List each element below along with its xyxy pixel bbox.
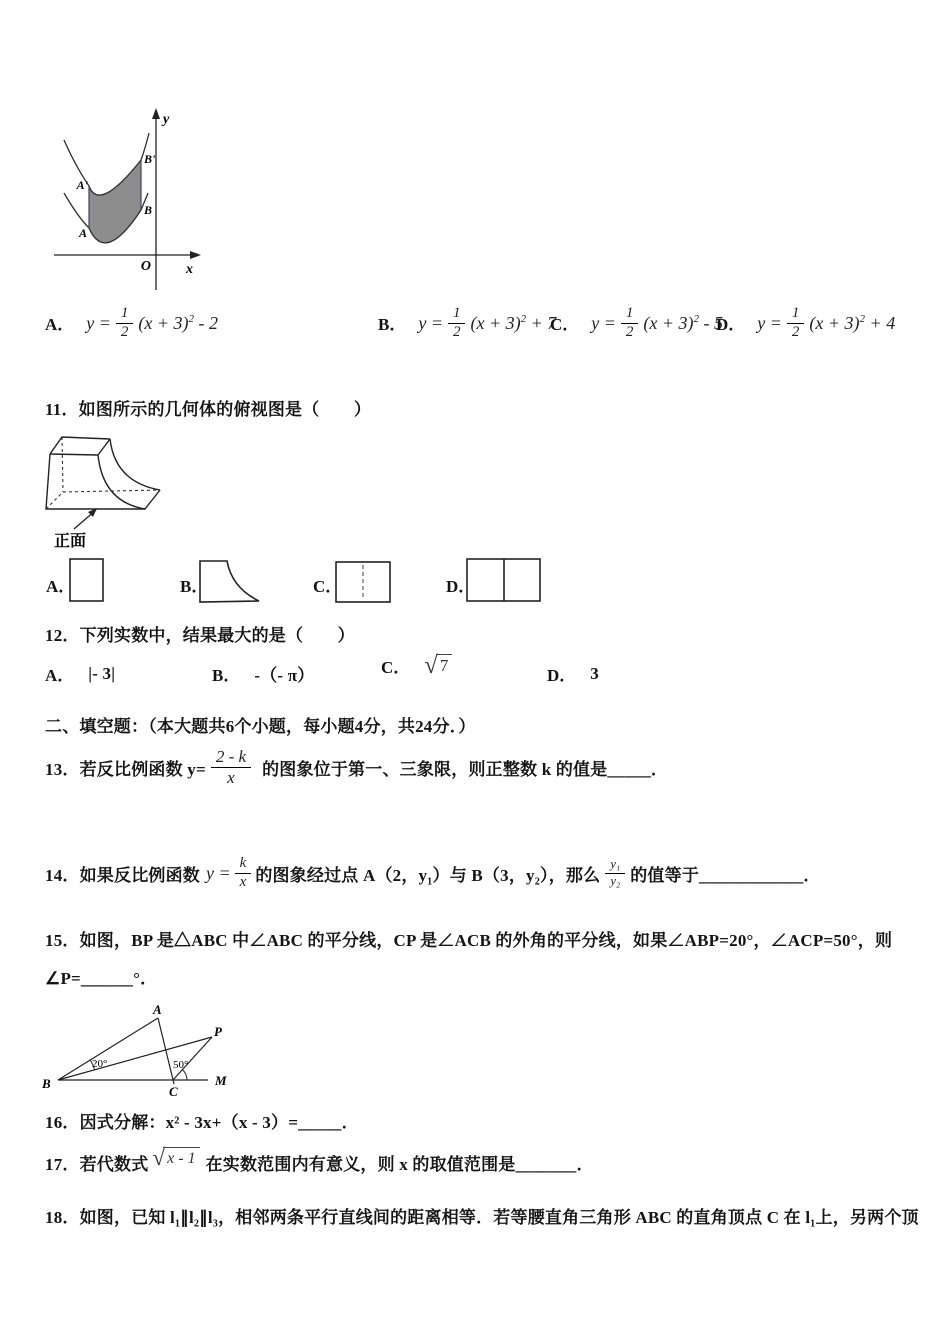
q12-option-c-letter: C． xyxy=(381,658,411,677)
point-b-prime-label: B' xyxy=(144,152,156,166)
origin-label: O xyxy=(140,259,151,274)
q10-option-b xyxy=(378,306,556,341)
q12-option-c-value xyxy=(424,651,452,679)
q12-option-a-letter: A． xyxy=(45,666,75,685)
question-15-line2: ∠P=______°． xyxy=(45,969,158,988)
segment-BA xyxy=(58,1018,158,1080)
angle-20-label: 20° xyxy=(92,1058,108,1070)
q12-option-d xyxy=(547,661,599,686)
q17-radical xyxy=(152,1144,199,1171)
question-11-text: 11．如图所示的几何体的俯视图是（ ） xyxy=(45,400,372,419)
q12-option-a xyxy=(45,661,115,686)
frac-num: 1 xyxy=(448,306,466,324)
q11-option-a-shape xyxy=(69,558,105,603)
radicand: x - 1 xyxy=(163,1147,199,1168)
q10-option-d xyxy=(716,306,895,341)
q12-option-a-value: |- 3| xyxy=(88,663,116,683)
formula-body: (x + 3) xyxy=(470,312,521,333)
question-18-text: 18．如图，已知 l₁∥l₂∥l₃，相邻两条平行直线间的距离相等．若等腰直角三角形 ABC 的直角顶点 C 在 l₁上，另两个顶 xyxy=(45,1208,919,1227)
q14-prefix: 14．如果反比例函数 xyxy=(45,865,200,885)
formula-tail: - 5 xyxy=(699,312,724,333)
q13-suffix: 的图象位于第一、三象限，则正整数 k 的值是_____． xyxy=(262,759,669,779)
q14-fn-fraction xyxy=(235,856,252,891)
formula-lead: y = xyxy=(418,312,443,333)
q14-mid: 的图象经过点 A（2，y₁）与 B（3，y₂），那么 xyxy=(255,865,601,885)
solid-top-face xyxy=(50,437,110,455)
frac-num: 1 xyxy=(787,306,805,324)
q10-option-d-letter: D． xyxy=(716,314,746,334)
q13-fraction xyxy=(211,748,251,787)
point-B-label: B xyxy=(42,1076,51,1091)
q11-option-a-letter: A． xyxy=(46,577,76,596)
formula-exp: 2 xyxy=(188,312,195,325)
question-12-text: 12．下列实数中，结果最大的是（ ） xyxy=(45,626,355,645)
q10-option-d-formula xyxy=(757,306,895,341)
formula-exp: 2 xyxy=(859,312,866,325)
q14-suffix: 的值等于____________． xyxy=(630,865,821,885)
triangle-figure xyxy=(40,1000,240,1100)
formula-tail: + 7 xyxy=(526,312,557,333)
frac-num: 1 xyxy=(116,306,134,324)
solid-figure xyxy=(40,427,175,552)
point-a-label: A xyxy=(78,226,87,240)
q11-option-b-letter: B． xyxy=(180,577,209,596)
radicand: 7 xyxy=(436,654,453,676)
q12-option-b-value: -（- π） xyxy=(254,666,315,685)
segment-BP xyxy=(58,1037,212,1080)
formula-exp: 2 xyxy=(520,312,527,325)
section-2-header: 二、填空题：（本大题共6个小题，每小题4分，共24分．） xyxy=(45,717,476,736)
question-17 xyxy=(45,1138,594,1186)
point-P-label: P xyxy=(214,1024,222,1039)
formula-lead: y = xyxy=(86,312,111,333)
point-b-label: B xyxy=(144,203,153,217)
frac-den: 2 xyxy=(120,323,129,340)
q14-fn-lead: y = xyxy=(206,862,231,883)
q10-option-c-letter: C． xyxy=(550,314,580,334)
q10-option-c xyxy=(550,306,723,341)
x-axis-arrow xyxy=(190,251,201,259)
q10-option-a xyxy=(45,306,218,341)
q11-option-c-shape xyxy=(335,561,391,603)
q11-option-d-letter: D． xyxy=(446,577,476,596)
formula-lead: y = xyxy=(757,312,782,333)
front-face-label: 正面 xyxy=(54,533,87,550)
q14-ratio-fraction xyxy=(605,858,625,887)
q13-prefix: 13．若反比例函数 y= xyxy=(45,759,206,779)
q11-option-d-shape xyxy=(466,558,542,603)
q12-option-d-value: 3 xyxy=(590,663,599,683)
frac-num: 2 - k xyxy=(211,748,251,768)
parabola-figure xyxy=(52,105,202,295)
frac-den: 2 xyxy=(452,323,461,340)
frac-den: x xyxy=(239,873,247,890)
q11-option-b-shape xyxy=(199,560,261,604)
point-M-label: M xyxy=(215,1073,227,1088)
q10-option-a-formula xyxy=(86,306,218,341)
frac-den: 2 xyxy=(625,323,634,340)
shaded-region xyxy=(89,160,141,243)
frac-num: k xyxy=(235,856,252,874)
q12-option-b-letter: B． xyxy=(212,666,241,685)
formula-body: (x + 3) xyxy=(809,312,860,333)
q10-option-a-letter: A． xyxy=(45,314,75,334)
q12-option-c xyxy=(381,653,452,678)
q10-option-c-formula xyxy=(591,306,723,341)
q11-option-c-letter: C． xyxy=(313,577,343,596)
solid-back-curve xyxy=(110,439,160,490)
point-a-prime-label: A' xyxy=(76,178,88,192)
q10-option-b-letter: B． xyxy=(378,314,407,334)
y-axis-label: y xyxy=(163,112,170,127)
question-16-text: 16．因式分解：x² - 3x+（x - 3）=_____． xyxy=(45,1113,359,1132)
formula-tail: + 4 xyxy=(865,312,896,333)
frac-num: 1 xyxy=(621,306,639,324)
frac-den: 2 xyxy=(791,323,800,340)
q17-suffix: 在实数范围内有意义，则 x 的取值范围是_______． xyxy=(205,1154,594,1174)
question-13 xyxy=(45,740,668,794)
question-15-line1: 15．如图，BP 是△ABC 中∠ABC 的平分线，CP 是∠ACB 的外角的平分线，如果∠ABP=20°，∠ACP=50°，则 xyxy=(45,931,893,950)
frac-num: y₁ xyxy=(605,858,625,873)
q10-option-b-formula xyxy=(418,306,556,341)
formula-tail: - 2 xyxy=(194,312,219,333)
radical-sign: √ xyxy=(152,1144,166,1171)
frac-den: y₂ xyxy=(610,873,621,888)
frac-den: x xyxy=(227,767,235,787)
y-axis-arrow xyxy=(152,108,160,119)
q12-option-d-letter: D． xyxy=(547,666,577,685)
formula-exp: 2 xyxy=(693,312,700,325)
q17-prefix: 17．若代数式 xyxy=(45,1154,149,1174)
point-C-label: C xyxy=(169,1084,178,1099)
formula-body: (x + 3) xyxy=(643,312,694,333)
radical-sign: √ xyxy=(424,651,438,679)
x-axis-label: x xyxy=(186,262,193,277)
point-A-label: A xyxy=(153,1002,162,1017)
question-14 xyxy=(45,845,821,901)
q12-option-b xyxy=(212,661,314,686)
formula-lead: y = xyxy=(591,312,616,333)
formula-body: (x + 3) xyxy=(138,312,189,333)
angle-arc-C xyxy=(182,1070,187,1080)
angle-50-label: 50° xyxy=(173,1059,189,1071)
